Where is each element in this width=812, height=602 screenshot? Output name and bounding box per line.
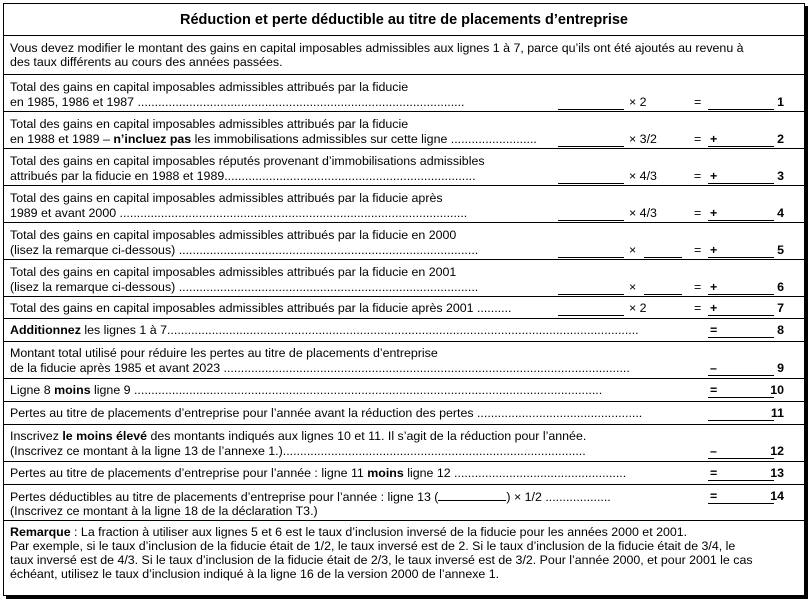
line-14-row [4, 484, 804, 518]
line-10-result-field[interactable] [708, 397, 774, 398]
line-4-number: 4 [777, 206, 784, 220]
line-5-text-b: (lisez la remarque ci-dessous) ....................................................................................... [10, 243, 479, 257]
line-6-amount-field[interactable] [558, 294, 624, 295]
line-6-multiplier: × [629, 280, 637, 294]
line-8-text: Additionnez les lignes 1 à 7......................................................................................................................................... [10, 323, 639, 337]
line-12-sign: – [710, 444, 717, 458]
line-3-result-field[interactable] [708, 183, 774, 184]
line-7-number: 7 [777, 301, 784, 315]
line-5-row [4, 222, 804, 257]
note-divider [4, 520, 804, 521]
line-12-emphasis: le moins élevé [62, 429, 148, 443]
line-3-text-a: Total des gains en capital imposables réputés provenant d’immobilisations admissibles [10, 154, 485, 168]
line-7-equals: = [694, 301, 702, 315]
line-8-row [4, 318, 804, 337]
line-1-row [4, 74, 804, 109]
line-2-sign: + [710, 132, 718, 146]
line-1-result-field[interactable] [708, 109, 774, 110]
line-3-equals: = [694, 169, 702, 183]
line-1-multiplier: × 2 [629, 95, 647, 109]
line-5-text-a: Total des gains en capital imposables admissibles attribués par la fiducie en 2000 [10, 228, 457, 242]
line-4-equals: = [694, 206, 702, 220]
note-line-4: échéant, utilisez le taux d’inclusion indiqué à la ligne 16 de la version 2000 de l’annexe 1. [10, 566, 500, 581]
line-2-multiplier: × 3/2 [629, 132, 657, 146]
line-8-sign: = [710, 323, 718, 337]
intro-line-1: Vous devez modifier le montant des gains en capital imposables admissibles aux lignes 1 à 7, parce qu’ils ont été ajoutés au revenu à [10, 41, 744, 55]
intro-line-2: des taux différents au cours des années passées. [10, 55, 283, 69]
line-8-result-field[interactable] [708, 337, 774, 338]
line-10-number: 10 [770, 383, 784, 397]
line-4-multiplier: × 4/3 [629, 206, 657, 220]
line-7-amount-field[interactable] [558, 315, 624, 316]
line-2-row [4, 111, 804, 146]
line-7-text: Total des gains en capital imposables admissibles attribués par la fiducie après 2001 .......... [10, 301, 512, 315]
line-10-text: Ligne 8 moins ligne 9 ........................................................................................................................................ [10, 383, 603, 397]
note-label: Remarque [10, 525, 71, 539]
line-1-amount-field[interactable] [558, 109, 624, 110]
line-6-text-b: (lisez la remarque ci-dessous) ....................................................................................... [10, 280, 479, 294]
line-7-multiplier: × 2 [629, 301, 647, 315]
note-line-3: taux inversé est de 4/3. Si le taux d’inclusion de la fiducie était de 2/3, le taux inversé est de 3/2. Pour l’année 2000, et pour 2001 le cas [10, 552, 753, 567]
line-5-number: 5 [777, 243, 784, 257]
line-2-text-a: Total des gains en capital imposables admissibles attribués par la fiducie [10, 117, 409, 131]
line-12-text-b: (Inscrivez ce montant à la ligne 13 de l’annexe 1.)........................................................................................ [10, 444, 586, 458]
line-9-text-a: Montant total utilisé pour réduire les pertes au titre de placements d’entreprise [10, 346, 438, 360]
line-1-equals: = [694, 95, 702, 109]
form-container [3, 3, 805, 596]
line-2-number: 2 [777, 132, 784, 146]
line-11-row [4, 401, 804, 420]
line-6-text-a: Total des gains en capital imposables admissibles attribués par la fiducie en 2001 [10, 265, 457, 279]
line-9-number: 9 [777, 361, 784, 375]
note-block [10, 526, 800, 582]
line-13-text: Pertes au titre de placements d’entreprise pour l’année : ligne 11 moins ligne 12 .................................................. [10, 466, 627, 480]
line-1-text-a: Total des gains en capital imposables admissibles attribués par la fiducie [10, 80, 409, 94]
line-14-number: 14 [770, 489, 784, 503]
line-8-emphasis: Additionnez [10, 323, 81, 337]
line-11-result-field[interactable] [708, 420, 774, 421]
line-13-sign: = [710, 466, 718, 480]
line-10-row [4, 378, 804, 397]
line-12-row [4, 424, 804, 458]
line-4-text-a: Total des gains en capital imposables admissibles attribués par la fiducie après [10, 191, 443, 205]
line-6-row [4, 259, 804, 294]
note-line-2: Par exemple, si le taux d’inclusion de la fiducie était de 1/2, le taux inversé est de 2. Si le taux d’inclusion de la fiducie était de 3/4, le [10, 538, 736, 553]
line-13-emphasis: moins [367, 466, 404, 480]
line-3-multiplier: × 4/3 [629, 169, 657, 183]
line-3-text-b: attribués par la fiducie en 1988 et 1989......................................................................... [10, 169, 476, 183]
line-1-number: 1 [777, 95, 784, 109]
line-14-inline-field[interactable] [438, 489, 506, 501]
line-12-result-field[interactable] [708, 458, 774, 459]
line-7-sign: + [710, 301, 718, 315]
line-14-text-a: Pertes déductibles au titre de placements d’entreprise pour l’année : ligne 13 ( ) × 1/2 ................... [10, 490, 611, 504]
line-9-row [4, 341, 804, 375]
line-5-rate-field[interactable] [644, 257, 682, 258]
line-4-amount-field[interactable] [558, 220, 624, 221]
line-14-text-b: (Inscrivez ce montant à la ligne 18 de la déclaration T3.) [10, 504, 318, 518]
line-3-sign: + [710, 169, 718, 183]
line-14-sign: = [710, 489, 718, 503]
line-5-equals: = [694, 243, 702, 257]
line-3-row [4, 148, 804, 183]
line-3-number: 3 [777, 169, 784, 183]
line-6-result-field[interactable] [708, 294, 774, 295]
line-6-equals: = [694, 280, 702, 294]
line-2-equals: = [694, 132, 702, 146]
note-line-1: Remarque : La fraction à utiliser aux lignes 5 et 6 est le taux d’inclusion inversé de la fiducie pour les années 2000 et 2001. [10, 525, 688, 539]
line-10-sign: = [710, 383, 718, 397]
line-2-emphasis: n’incluez pas [113, 132, 192, 146]
line-6-number: 6 [777, 280, 784, 294]
line-6-sign: + [710, 280, 718, 294]
line-4-row [4, 185, 804, 220]
line-9-text-b: de la fiducie après 1985 et avant 2023 ...................................................................................................................... [10, 361, 630, 375]
line-11-text: Pertes au titre de placements d’entreprise pour l’année avant la réduction des pertes ................................................ [10, 406, 643, 420]
line-4-text-b: 1989 et avant 2000 ..................................................................................................... [10, 206, 468, 220]
line-5-amount-field[interactable] [558, 257, 624, 258]
line-2-result-field[interactable] [708, 146, 774, 147]
line-5-multiplier: × [629, 243, 637, 257]
line-8-number: 8 [777, 323, 784, 337]
line-9-sign: – [710, 361, 717, 375]
line-4-result-field[interactable] [708, 220, 774, 221]
line-12-text-a: Inscrivez le moins élevé des montants indiqués aux lignes 10 et 11. Il s’agit de la réduction pour l’année. [10, 429, 587, 443]
line-6-rate-field[interactable] [644, 294, 682, 295]
line-7-row [4, 296, 804, 315]
line-12-number: 12 [770, 444, 784, 458]
line-10-emphasis: moins [54, 383, 91, 397]
line-2-amount-field[interactable] [558, 146, 624, 147]
line-13-number: 13 [770, 466, 784, 480]
line-9-result-field[interactable] [708, 375, 774, 376]
line-1-text-b: en 1985, 1986 et 1987 ............................................................................................... [10, 95, 465, 109]
line-3-amount-field[interactable] [558, 183, 624, 184]
line-2-text-b: en 1988 et 1989 – n’incluez pas les immobilisations admissibles sur cette ligne ......................... [10, 132, 537, 146]
line-5-sign: + [710, 243, 718, 257]
form-title: Réduction et perte déductible au titre de placements d’entreprise [4, 4, 804, 36]
line-4-sign: + [710, 206, 718, 220]
line-13-row [4, 461, 804, 480]
line-13-result-field[interactable] [708, 480, 774, 481]
line-11-number: 11 [770, 406, 784, 420]
line-7-result-field[interactable] [708, 315, 774, 316]
line-14-result-field[interactable] [708, 503, 774, 504]
line-5-result-field[interactable] [708, 257, 774, 258]
